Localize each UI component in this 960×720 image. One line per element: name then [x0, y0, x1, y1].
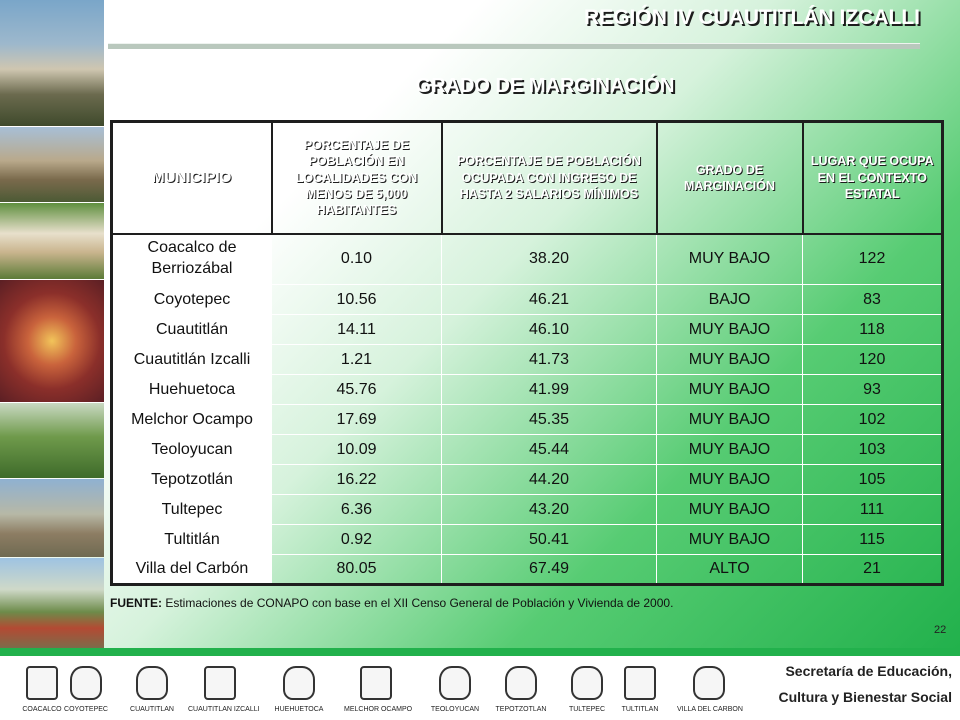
trees-photo: [0, 403, 104, 478]
cell-pct-ingreso: 38.20: [442, 234, 657, 285]
cell-grado: MUY BAJO: [657, 525, 803, 555]
source-text: Estimaciones de CONAPO con base en el XII Censo General de Población y Vivienda de 2000.: [162, 596, 674, 610]
header-pct-localidades: PORCENTAJE DE POBLACIÓN EN LOCALIDADES CON MENOS DE 5,000 HABITANTES: [272, 122, 442, 234]
table-row: [112, 234, 943, 285]
cell-municipio: Huehuetoca: [112, 375, 272, 405]
huehuetoca-logo: [267, 666, 331, 713]
logo-label: TEOLOYUCAN: [430, 706, 480, 713]
logo-label: TULTITLAN: [621, 706, 659, 713]
logo-label: CUAUTITLAN IZCALLI: [188, 706, 260, 713]
cuautitlan-izcalli-logo: [188, 666, 260, 713]
cell-grado: MUY BAJO: [657, 375, 803, 405]
cell-pct-localidades: 17.69: [272, 405, 442, 435]
glyph-icon: [693, 666, 725, 700]
cell-lugar: 93: [803, 375, 943, 405]
teoloyucan-logo: [423, 666, 487, 713]
region-title: REGIÓN IV CUAUTITLÁN IZCALLI: [584, 6, 920, 29]
header-lugar: LUGAR QUE OCUPA EN EL CONTEXTO ESTATAL: [803, 122, 943, 234]
cell-pct-localidades: 14.11: [272, 315, 442, 345]
marginacion-table: [110, 120, 944, 586]
page-title: GRADO DE MARGINACIÓN: [415, 75, 675, 97]
cell-pct-localidades: 0.92: [272, 525, 442, 555]
table-header-row: [112, 122, 943, 234]
table-row: [112, 345, 943, 375]
villa-del-carbon-logo: [677, 666, 741, 713]
cell-grado: ALTO: [657, 555, 803, 585]
glyph-icon: [571, 666, 603, 700]
cell-municipio: Coacalco de Berriozábal: [112, 234, 272, 285]
glyph-icon: [624, 666, 656, 700]
secretaria-line-2: Cultura y Bienestar Social: [778, 689, 952, 705]
table-row: [112, 435, 943, 465]
cell-lugar: 105: [803, 465, 943, 495]
cell-lugar: 122: [803, 234, 943, 285]
tepotzotlan-logo: [489, 666, 553, 713]
logo-label: COYOTEPEC: [64, 706, 108, 713]
source-label: FUENTE:: [110, 596, 162, 610]
cell-pct-ingreso: 50.41: [442, 525, 657, 555]
cell-municipio: Villa del Carbón: [112, 555, 272, 585]
secretaria-label: [755, 658, 960, 720]
cell-pct-localidades: 6.36: [272, 495, 442, 525]
town-photo: [0, 558, 104, 648]
glyph-icon: [70, 666, 102, 700]
photo-strip: [0, 0, 104, 648]
header-grado: GRADO DE MARGINACIÓN: [657, 122, 803, 234]
table-row: [112, 525, 943, 555]
cell-municipio: Tepotzotlán: [112, 465, 272, 495]
cell-pct-localidades: 16.22: [272, 465, 442, 495]
logo-label: TULTEPEC: [568, 706, 606, 713]
table-row: [112, 405, 943, 435]
kiosk-photo: [0, 203, 104, 279]
cell-lugar: 102: [803, 405, 943, 435]
cell-lugar: 21: [803, 555, 943, 585]
cell-grado: MUY BAJO: [657, 234, 803, 285]
cell-pct-localidades: 0.10: [272, 234, 442, 285]
logo-label: CUAUTITLAN: [130, 706, 174, 713]
logo-label: TEPOTZOTLAN: [495, 706, 547, 713]
cell-pct-localidades: 1.21: [272, 345, 442, 375]
cell-pct-ingreso: 41.99: [442, 375, 657, 405]
cell-pct-localidades: 45.76: [272, 375, 442, 405]
cell-municipio: Coyotepec: [112, 285, 272, 315]
cell-grado: MUY BAJO: [657, 315, 803, 345]
cell-pct-localidades: 10.09: [272, 435, 442, 465]
cell-municipio: Tultepec: [112, 495, 272, 525]
table-row: [112, 285, 943, 315]
table-row: [112, 495, 943, 525]
logo-label: MELCHOR OCAMPO: [344, 706, 413, 713]
cell-grado: MUY BAJO: [657, 495, 803, 525]
title-divider: [108, 43, 920, 49]
cell-pct-ingreso: 67.49: [442, 555, 657, 585]
cell-pct-ingreso: 44.20: [442, 465, 657, 495]
header-pct-ingreso: PORCENTAJE DE POBLACIÓN OCUPADA CON INGRESO DE HASTA 2 SALARIOS MÍNIMOS: [442, 122, 657, 234]
cuautitlan-logo: [120, 666, 184, 713]
cell-municipio: Teoloyucan: [112, 435, 272, 465]
arcade-photo: [0, 127, 104, 202]
cell-pct-ingreso: 46.10: [442, 315, 657, 345]
cell-lugar: 111: [803, 495, 943, 525]
glyph-icon: [505, 666, 537, 700]
header-municipio: MUNICIPIO: [112, 122, 272, 234]
municipality-logos: [10, 666, 755, 720]
church-photo: [0, 0, 104, 126]
table-row: [112, 375, 943, 405]
melchor-ocampo-logo: [344, 666, 413, 713]
glyph-icon: [283, 666, 315, 700]
secretaria-line-1: Secretaría de Educación,: [785, 663, 952, 679]
cell-grado: BAJO: [657, 285, 803, 315]
glyph-icon: [360, 666, 392, 700]
cell-grado: MUY BAJO: [657, 345, 803, 375]
cell-pct-ingreso: 41.73: [442, 345, 657, 375]
table-row: [112, 315, 943, 345]
cell-lugar: 118: [803, 315, 943, 345]
cell-municipio: Cuautitlán Izcalli: [112, 345, 272, 375]
source-note: [110, 596, 673, 610]
altar-photo: [0, 280, 104, 402]
cell-lugar: 115: [803, 525, 943, 555]
cell-municipio: Tultitlán: [112, 525, 272, 555]
cell-pct-ingreso: 46.21: [442, 285, 657, 315]
logo-label: HUEHUETOCA: [274, 706, 324, 713]
cell-lugar: 103: [803, 435, 943, 465]
tultitlan-logo: [608, 666, 672, 713]
cell-grado: MUY BAJO: [657, 435, 803, 465]
cell-pct-ingreso: 43.20: [442, 495, 657, 525]
glyph-icon: [204, 666, 236, 700]
cell-pct-ingreso: 45.44: [442, 435, 657, 465]
cell-municipio: Melchor Ocampo: [112, 405, 272, 435]
table-row: [112, 555, 943, 585]
logo-label: COACALCO: [22, 706, 62, 713]
cell-pct-localidades: 80.05: [272, 555, 442, 585]
cell-municipio: Cuautitlán: [112, 315, 272, 345]
coyotepec-logo: [54, 666, 118, 713]
cell-grado: MUY BAJO: [657, 465, 803, 495]
cell-lugar: 83: [803, 285, 943, 315]
cell-lugar: 120: [803, 345, 943, 375]
footer-divider: [0, 648, 960, 656]
cell-grado: MUY BAJO: [657, 405, 803, 435]
logo-label: VILLA DEL CARBON: [677, 706, 743, 713]
glyph-icon: [439, 666, 471, 700]
glyph-icon: [136, 666, 168, 700]
table-row: [112, 465, 943, 495]
page-number: 22: [934, 624, 947, 636]
ruins-photo: [0, 479, 104, 557]
cell-pct-ingreso: 45.35: [442, 405, 657, 435]
cell-pct-localidades: 10.56: [272, 285, 442, 315]
